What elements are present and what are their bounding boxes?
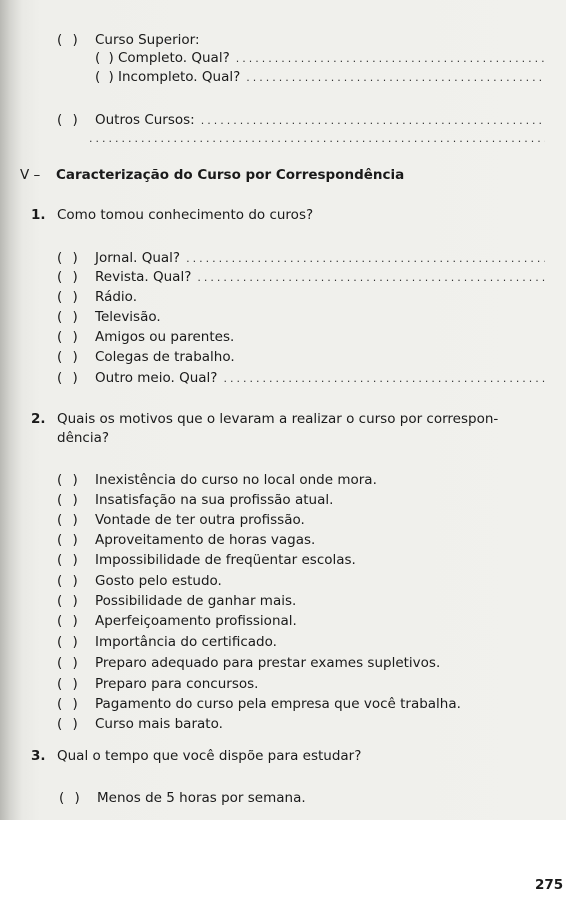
option-label: Colegas de trabalho.: [95, 349, 235, 365]
q1-option-jornal: [57, 249, 545, 268]
checkbox: ( ): [57, 112, 81, 128]
q1-option-amigos: [57, 328, 234, 346]
checkbox: ( ): [95, 69, 116, 85]
checkbox: ( ): [57, 593, 81, 609]
option-curso-superior: [57, 31, 200, 49]
q2-option: [57, 715, 223, 733]
q2-option: [57, 551, 356, 569]
checkbox: ( ): [57, 634, 81, 650]
fill-in-line: [197, 269, 545, 287]
fill-in-line: [201, 112, 545, 130]
checkbox: ( ): [57, 676, 81, 692]
option-incompleto: [95, 68, 545, 87]
question-text: Qual o tempo que você dispõe para estudar?: [57, 748, 362, 764]
fill-in-line: [246, 69, 545, 87]
option-label: Outros Cursos:: [95, 112, 195, 128]
fill-in-line: [236, 50, 545, 68]
section-heading: [20, 166, 404, 184]
checkbox: ( ): [57, 309, 81, 325]
option-outros-cursos: [57, 111, 545, 130]
q2-option: [57, 612, 297, 630]
checkbox: ( ): [57, 573, 81, 589]
option-label: Amigos ou parentes.: [95, 329, 235, 345]
q1-option-colegas: [57, 348, 235, 366]
q2-option: [57, 511, 305, 529]
question-number: 2.: [31, 411, 46, 427]
fill-in-line: [186, 250, 545, 268]
option-label: Curso Superior:: [95, 32, 200, 48]
question-3: [31, 747, 361, 765]
checkbox: ( ): [57, 349, 81, 365]
option-label: Vontade de ter outra profissão.: [95, 512, 305, 528]
option-label: Insatisfação na sua profissão atual.: [95, 492, 334, 508]
option-label: Gosto pelo estudo.: [95, 573, 222, 589]
option-label: Aperfeiçoamento profissional.: [95, 613, 297, 629]
q1-option-revista: [57, 268, 545, 287]
q2-option: [57, 654, 440, 672]
option-label: Televisão.: [95, 309, 161, 325]
q2-option: [57, 471, 377, 489]
checkbox: ( ): [95, 50, 116, 66]
option-label: Pagamento do curso pela empresa que você trabalha.: [95, 696, 461, 712]
option-label: Preparo adequado para prestar exames supletivos.: [95, 655, 441, 671]
option-label: Aproveitamento de horas vagas.: [95, 532, 316, 548]
q2-option: [57, 675, 258, 693]
question-text: Como tomou conhecimento do curos?: [57, 207, 314, 223]
fill-in-line: [223, 370, 545, 388]
option-label: Menos de 5 horas por semana.: [97, 790, 306, 806]
question-text: dência?: [57, 430, 110, 446]
q1-option-televisao: [57, 308, 161, 326]
option-label: Importância do certificado.: [95, 634, 277, 650]
question-2-continuation: [57, 429, 109, 447]
checkbox: ( ): [57, 492, 81, 508]
q1-option-radio: [57, 288, 137, 306]
q2-option: [57, 695, 461, 713]
question-2: [31, 410, 498, 428]
option-label: Outro meio. Qual?: [95, 370, 218, 386]
option-label: Impossibilidade de freqüentar escolas.: [95, 552, 356, 568]
section-roman: V –: [20, 167, 41, 183]
q2-option: [57, 633, 277, 651]
option-label: Rádio.: [95, 289, 137, 305]
q2-option: [57, 491, 333, 509]
option-label: Incompleto. Qual?: [118, 69, 241, 85]
option-label: Preparo para concursos.: [95, 676, 259, 692]
checkbox: ( ): [57, 32, 81, 48]
checkbox: ( ): [57, 655, 81, 671]
q2-option: [57, 592, 296, 610]
checkbox: ( ): [57, 532, 81, 548]
checkbox: ( ): [57, 696, 81, 712]
checkbox: ( ): [57, 250, 81, 266]
checkbox: ( ): [57, 613, 81, 629]
fill-in-line: [89, 130, 545, 148]
question-number: 3.: [31, 748, 46, 764]
question-number: 1.: [31, 207, 46, 223]
checkbox: ( ): [57, 289, 81, 305]
q3-option: [59, 789, 306, 807]
q1-option-outro-meio: [57, 369, 545, 388]
section-title: Caracterização do Curso por Correspondência: [56, 167, 405, 183]
q2-option: [57, 531, 315, 549]
page-number: 275: [535, 877, 564, 893]
question-text: Quais os motivos que o levaram a realizar o curso por correspon-: [57, 411, 499, 427]
checkbox: ( ): [57, 512, 81, 528]
checkbox: ( ): [57, 370, 81, 386]
outros-cursos-line-2: [89, 130, 545, 148]
option-label: Inexistência do curso no local onde mora.: [95, 472, 377, 488]
checkbox: ( ): [57, 552, 81, 568]
checkbox: ( ): [57, 329, 81, 345]
checkbox: ( ): [57, 716, 81, 732]
option-completo: [95, 49, 545, 68]
option-label: Jornal. Qual?: [95, 250, 181, 266]
checkbox: ( ): [59, 790, 83, 806]
option-label: Curso mais barato.: [95, 716, 223, 732]
option-label: Completo. Qual?: [118, 50, 230, 66]
option-label: Possibilidade de ganhar mais.: [95, 593, 297, 609]
q2-option: [57, 572, 222, 590]
option-label: Revista. Qual?: [95, 269, 192, 285]
checkbox: ( ): [57, 269, 81, 285]
question-1: [31, 206, 313, 224]
checkbox: ( ): [57, 472, 81, 488]
